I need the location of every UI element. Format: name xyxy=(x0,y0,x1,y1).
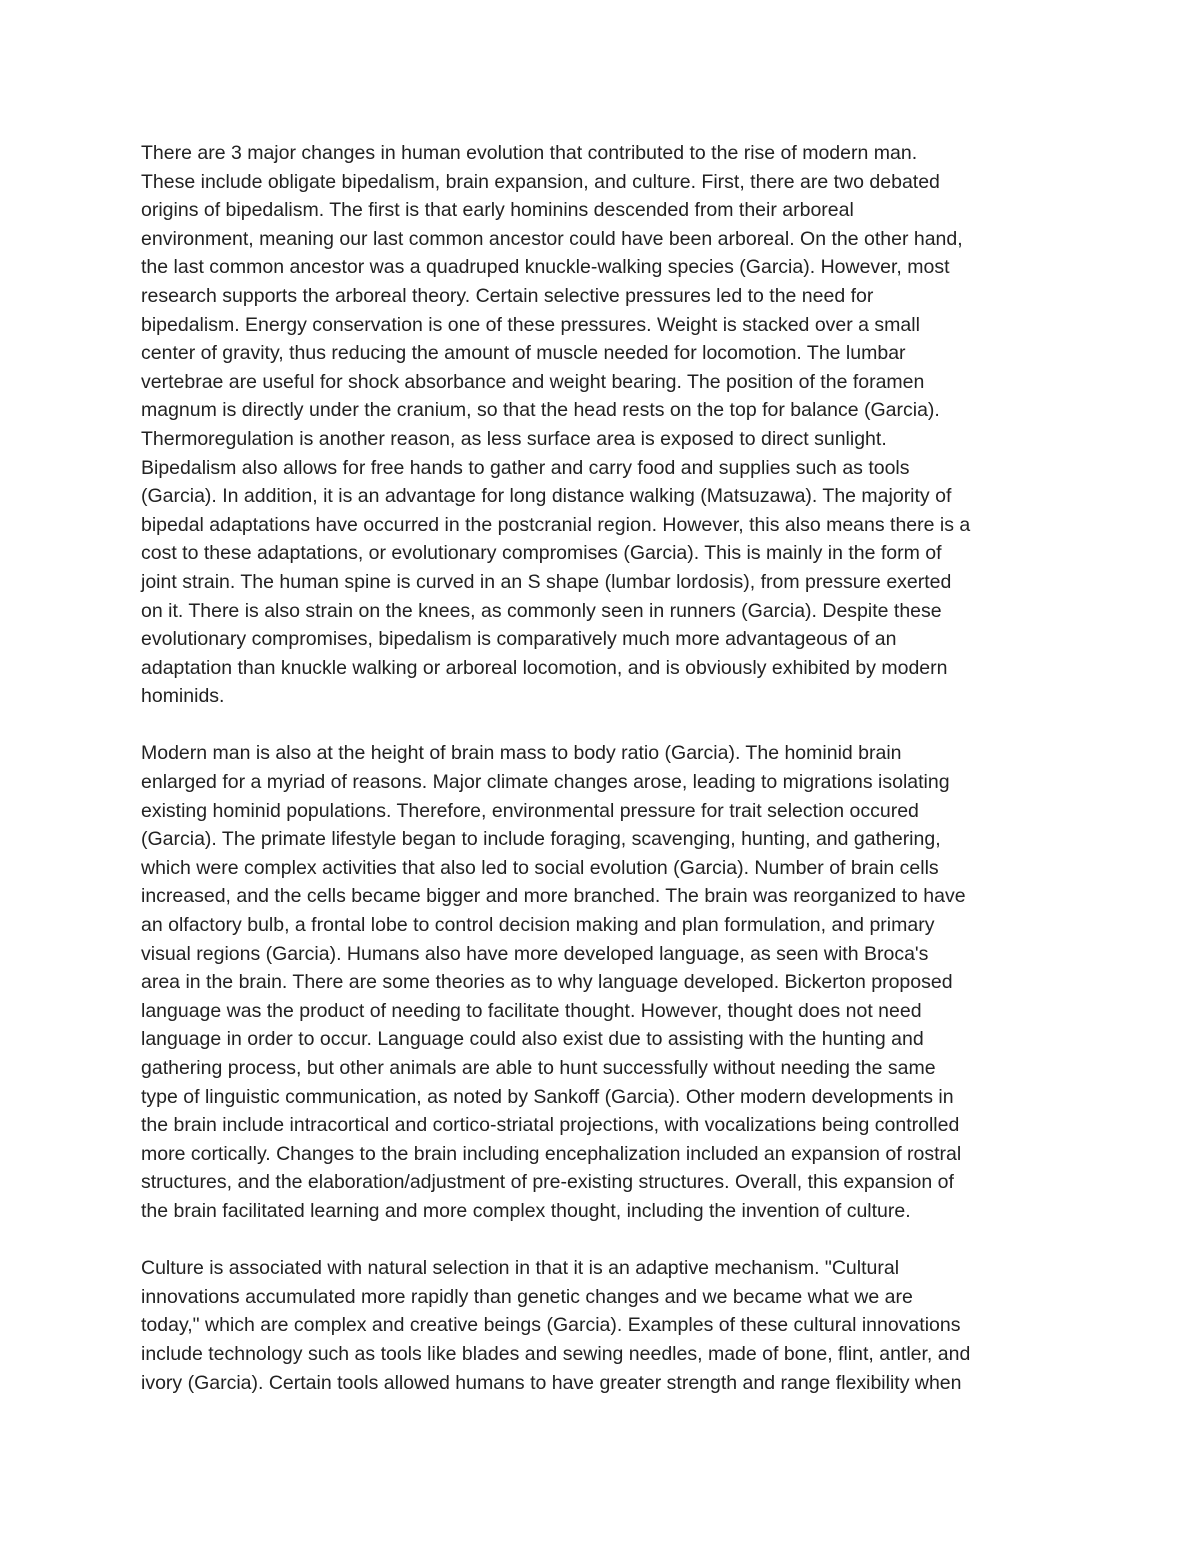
paragraph-culture: Culture is associated with natural selection in that it is an adaptive mechanism. "Cultural innovations accumulated more rapidly than genetic changes and we became what we are today," which are complex and creative beings (Garcia). Examples of these cultural innovations include technology such as tools like blades and sewing needles, made of bone, flint, antler, and ivory (Garcia). Certain tools allowed humans to have greater strength and range flexibility when xyxy=(141,1257,971,1394)
paragraph-bipedalism: There are 3 major changes in human evolution that contributed to the rise of modern man. These include obligate bipedalism, brain expansion, and culture. First, there are two debated origins of bipedalism. The first is that early hominins descended from their arboreal environment, meaning our last common ancestor could have been arboreal. On the other hand, the last common ancestor was a quadruped knuckle-walking species (Garcia). However, most research supports the arboreal theory. Certain selective pressures led to the need for bipedalism. Energy conservation is one of these pressures. Weight is stacked over a small center of gravity, thus reducing the amount of muscle needed for locomotion. The lumbar vertebrae are useful for shock absorbance and weight bearing. The position of the foramen magnum is directly under the cranium, so that the head rests on the top for balance (Garcia). Thermoregulation is another reason, as less surface area is exposed to direct sunlight. Bipedalism also allows for free hands to gather and carry food and supplies such as tools (Garcia). In addition, it is an advantage for long distance walking (Matsuzawa). The majority of bipedal adaptations have occurred in the postcranial region. However, this also means there is a cost to these adaptations, or evolutionary compromises (Garcia). This is mainly in the form of joint strain. The human spine is curved in an S shape (lumbar lordosis), from pressure exerted on it. There is also strain on the knees, as commonly seen in runners (Garcia). Despite these evolutionary compromises, bipedalism is comparatively much more advantageous of an adaptation than knuckle walking or arboreal locomotion, and is obviously exhibited by modern hominids. xyxy=(141,142,971,708)
document-body xyxy=(141,139,1071,1426)
paragraph-brain-expansion: Modern man is also at the height of brain mass to body ratio (Garcia). The hominid brain enlarged for a myriad of reasons. Major climate changes arose, leading to migrations isolating existing hominid populations. Therefore, environmental pressure for trait selection occured (Garcia). The primate lifestyle began to include foraging, scavenging, hunting, and gathering, which were complex activities that also led to social evolution (Garcia). Number of brain cells increased, and the cells became bigger and more branched. The brain was reorganized to have an olfactory bulb, a frontal lobe to control decision making and plan formulation, and primary visual regions (Garcia). Humans also have more developed language, as seen with Broca's area in the brain. There are some theories as to why language developed. Bickerton proposed language was the product of needing to facilitate thought. However, thought does not need language in order to occur. Language could also exist due to assisting with the hunting and gathering process, but other animals are able to hunt successfully without needing the same type of linguistic communication, as noted by Sankoff (Garcia). Other modern developments in the brain include intracortical and cortico-striatal projections, with vocalizations being controlled more cortically. Changes to the brain including encephalization included an expansion of rostral structures, and the elaboration/adjustment of pre-existing structures. Overall, this expansion of the brain facilitated learning and more complex thought, including the invention of culture. xyxy=(141,742,966,1222)
